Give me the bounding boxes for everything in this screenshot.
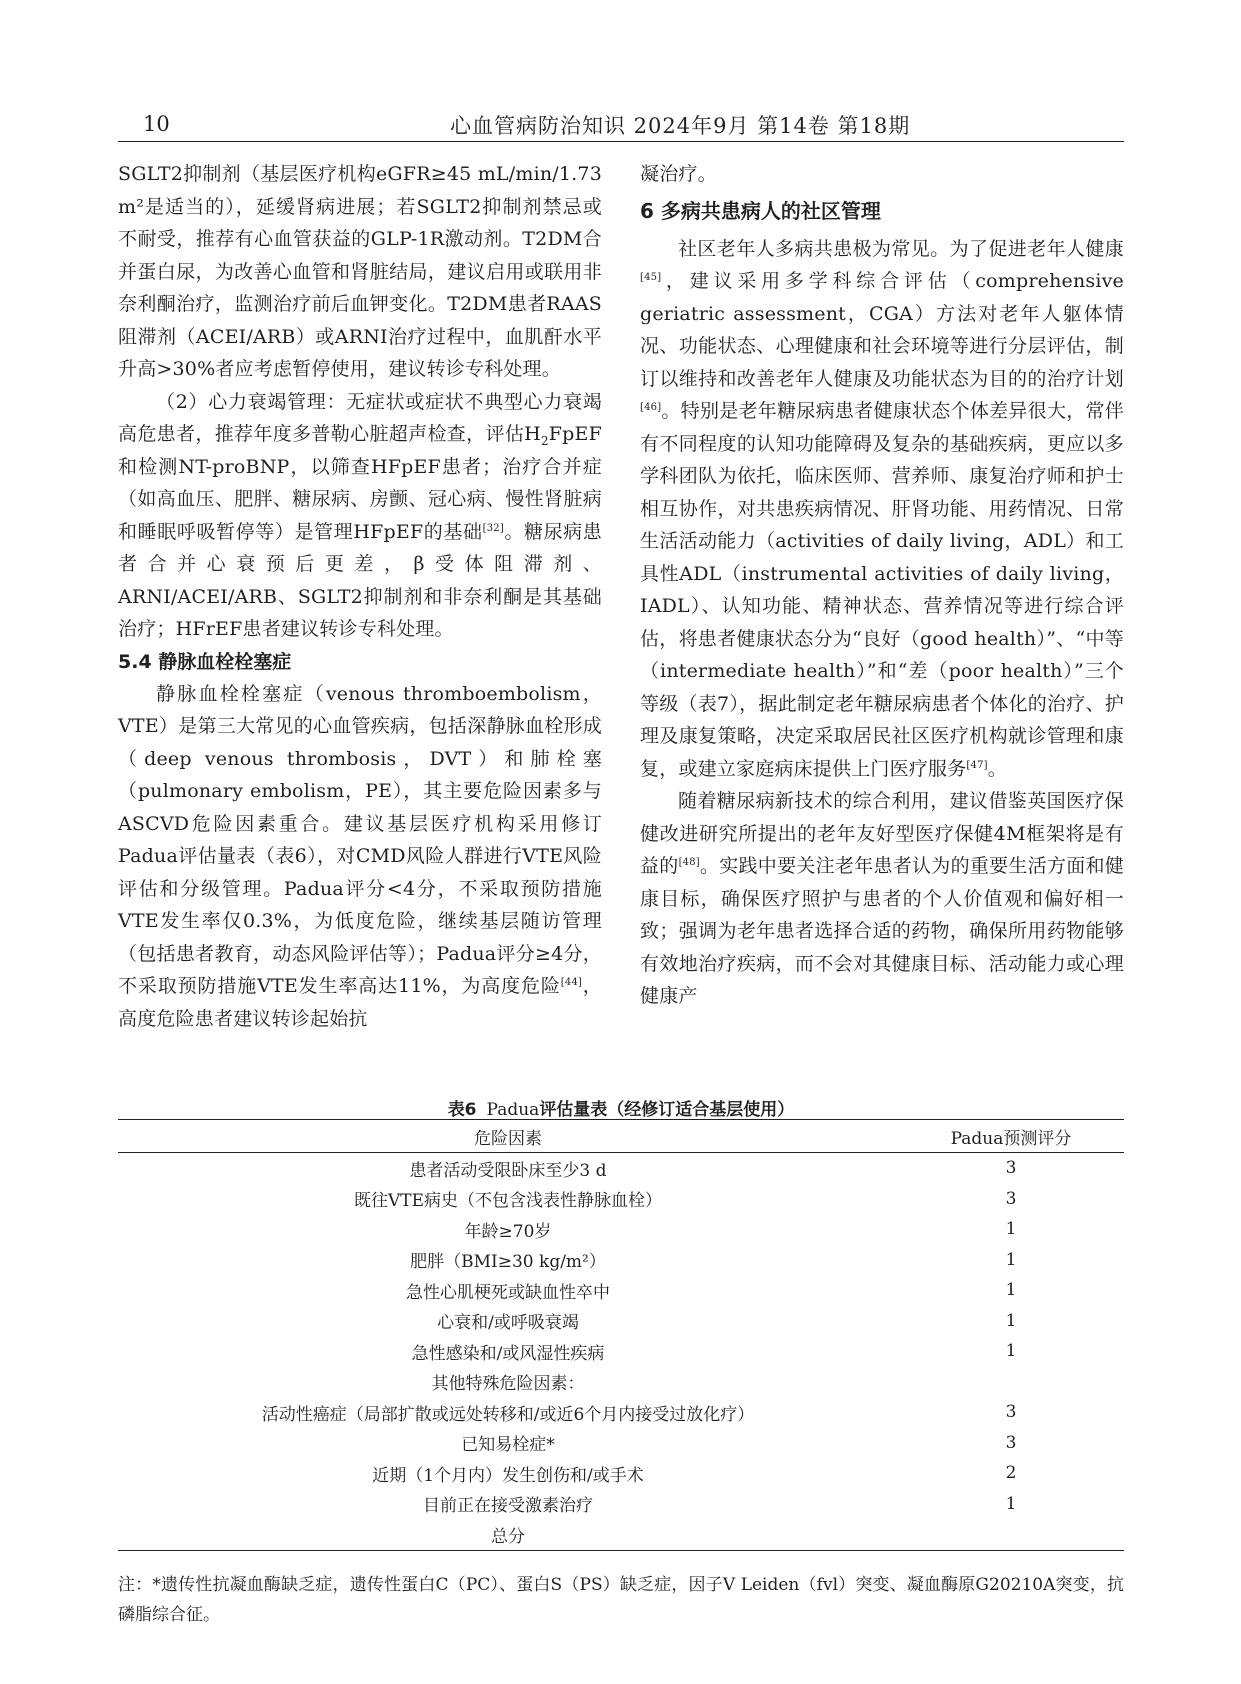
table-row: [118, 1489, 1124, 1520]
table-row: [118, 1275, 1124, 1306]
risk-factor-cell: 总分: [118, 1519, 898, 1550]
section-heading-6: 6 多病共患病人的社区管理: [640, 198, 881, 223]
paragraph-sglt2: SGLT2抑制剂（基层医疗机构eGFR≥45 mL/min/1.73 m²是适当的），延缓肾病进展；若SGLT2抑制剂禁忌或不耐受，推荐有心血管获益的GLP-1R激动剂。T2DM合并蛋白尿，为改善心血管和肾脏结局，建议启用或联用非奈利酮治疗，监测治疗前后血钾变化。T2DM患者RAAS阻滞剂（ACEI/ARB）或ARNI治疗过程中，血肌酐水平升高>30%者应考虑暂停使用，建议转诊专科处理。: [118, 163, 602, 380]
score-cell: 1: [1005, 1219, 1017, 1240]
citation: [45]: [640, 272, 662, 283]
text: 随着糖尿病新技术的综合利用，建议借鉴英国医疗保健改进研究所提出的老年友好型医疗保健4M框架将是有益的: [640, 790, 1124, 877]
table-label: 表6: [447, 1100, 477, 1120]
text: 。: [987, 757, 1007, 780]
paragraph-heart-failure: [118, 386, 602, 646]
column-header-factor: 危险因素: [118, 1120, 898, 1153]
score-cell: 2: [1005, 1463, 1017, 1484]
risk-factor-cell: 活动性癌症（局部扩散或远处转移和/或近6个月内接受过放化疗）: [261, 1404, 755, 1425]
score-cell: 1: [1005, 1341, 1017, 1362]
text: FpEF和检测NT-proBNP，以筛查HFpEF患者；治疗合并症（如高血压、肥胖、糖尿病、房颤、冠心病、慢性肾脏病和睡眠呼吸暂停等）是管理HFpEF的基础: [118, 423, 602, 543]
header-rule: [118, 141, 1124, 142]
risk-factor-cell: 急性心肌梗死或缺血性卒中: [406, 1282, 610, 1303]
table-row: [118, 1153, 1124, 1184]
table-row: [118, 1397, 1124, 1428]
paragraph-4m-framework: [640, 785, 1124, 1013]
text: 社区老年人多病共患极为常见。为了促进老年人健康: [678, 237, 1124, 260]
page-header: [118, 108, 1123, 138]
risk-factor-cell: 急性感染和/或风湿性疾病: [411, 1343, 605, 1364]
journal-info: 心血管病防治知识 2024年9月 第14卷 第18期: [450, 114, 911, 138]
text: 。特别是老年糖尿病患者健康状态个体差异很大，常伴有不同程度的认知功能障碍及复杂的基础疾病，更应以多学科团队为依托，临床医师、营养师、康复治疗师和护士相互协作，对共患疾病情况、肝肾功能、用药情况、日常生活活动能力（activities of daily living，ADL）和工具性ADL（instrumental activities of daily living，IADL）、认知功能、精神状态、营养情况等进行综合评估，将患者健康状态分为“良好（good health）”、“中等（intermediate health）”和“差（poor health）”三个等级（表7），据此制定老年糖尿病患者个体化的治疗、护理及康复策略，决定采取居民社区医疗机构就诊管理和康复，或建立家庭病床提供上门医疗服务: [640, 400, 1124, 780]
risk-factor-cell: 其他特殊危险因素：: [431, 1374, 585, 1395]
section-heading-5-4: 5.4 静脉血栓栓塞症: [118, 650, 292, 673]
table-header-row: [118, 1120, 1124, 1153]
text: 静脉血栓栓塞症（venous thromboembolism，VTE）是第三大常见的心血管疾病，包括深静脉血栓形成（deep venous thrombosis，DVT）和肺栓塞（pulmonary embolism，PE），其主要危险因素多与ASCVD危险因素重合。建议基层医疗机构采用修订Padua评估量表（表6），对CMD风险人群进行VTE风险评估和分级管理。Padua评分<4分，不采取预防措施VTE发生率仅0.3%，为低度危险，继续基层随访管理（包括患者教育，动态风险评估等）；Padua评分≥4分，不采取预防措施VTE发生率高达11%，为高度危险: [118, 682, 602, 997]
citation: [44]: [560, 977, 583, 988]
paragraph-multimorbidity: [640, 233, 1124, 786]
risk-factor-cell: 肥胖（BMI≥30 kg/m²）: [410, 1252, 606, 1273]
citation: [47]: [966, 759, 988, 771]
score-cell: 3: [1005, 1402, 1017, 1423]
text: ，建议采用多学科综合评估（comprehensive geriatric assessment，CGA）方法对老年人躯体情况、功能状态、心理健康和社会环境等进行分层评估，制订以维持和改善老年人健康及功能状态为目的的治疗计划: [640, 270, 1124, 390]
risk-factor-cell: 近期（1个月内）发生创伤和/或手术: [372, 1465, 644, 1486]
score-cell: [898, 1519, 1124, 1550]
risk-factor-cell: 年龄≥70岁: [464, 1221, 552, 1242]
left-column: [118, 158, 602, 1035]
risk-factor-cell: 心衰和/或呼吸衰竭: [437, 1313, 579, 1334]
text: 。糖尿病患者合并心衰预后更差，β受体阻滞剂、ARNI/ACEI/ARB、SGLT2抑制剂和非奈利酮是其基础治疗；HFrEF患者建议转诊专科处理。: [118, 520, 602, 640]
table-row: [118, 1184, 1124, 1215]
text: （2）心力衰竭管理：无症状或症状不典型心力衰竭高危患者，推荐年度多普勒心脏超声检查，评估H: [118, 390, 602, 445]
score-cell: 3: [1005, 1188, 1017, 1209]
risk-factor-cell: 患者活动受限卧床至少3 d: [409, 1160, 607, 1181]
citation: [46]: [640, 402, 662, 413]
table-caption-text: 评估量表（经修订适合基层使用）: [539, 1100, 795, 1120]
citation: [48]: [678, 857, 700, 868]
citation: [32]: [482, 522, 504, 534]
text: ，高度危险患者建议转诊起始抗: [118, 975, 602, 1030]
score-cell: 3: [1005, 1158, 1017, 1179]
risk-factor-cell: 既往VTE病史（不包含浅表性静脉血栓）: [353, 1191, 663, 1212]
column-header-score: Padua预测评分: [898, 1120, 1124, 1153]
subscript: 2: [540, 433, 549, 448]
table-row: [118, 1519, 1124, 1550]
risk-factor-cell: 目前正在接受激素治疗: [423, 1496, 593, 1517]
page-number: 10: [143, 112, 170, 136]
table-row: [118, 1336, 1124, 1367]
table-row: [118, 1245, 1124, 1276]
text: 。实践中要关注老年患者认为的重要生活方面和健康目标，确保医疗照护与患者的个人价值观和偏好相一致；强调为老年患者选择合适的药物，确保所用药物能够有效地治疗疾病，而不会对其健康目标、活动能力或心理健康产: [640, 855, 1124, 1007]
table-row: [118, 1214, 1124, 1245]
table-footnote: 注：*遗传性抗凝血酶缺乏症，遗传性蛋白C（PC）、蛋白S（PS）缺乏症，因子V Leiden（fvl）突变、凝血酶原G20210A突变，抗磷脂综合征。: [118, 1575, 1124, 1625]
score-cell: 3: [1005, 1432, 1017, 1453]
table-row: [118, 1428, 1124, 1459]
score-cell: 1: [1005, 1280, 1017, 1301]
paragraph-continuation: 凝治疗。: [640, 163, 717, 185]
padua-table: [118, 1119, 1124, 1551]
table-row: [118, 1458, 1124, 1489]
score-cell: 1: [1005, 1493, 1017, 1514]
right-column: [640, 158, 1124, 1013]
score-cell: 1: [1005, 1249, 1017, 1270]
table-row: [118, 1306, 1124, 1337]
paragraph-vte: [118, 678, 602, 1036]
risk-factor-cell: 已知易栓症*: [461, 1435, 555, 1456]
score-cell: [898, 1367, 1124, 1398]
table-caption-padua: Padua: [486, 1100, 540, 1120]
table-caption: [118, 1095, 1124, 1120]
score-cell: 1: [1005, 1310, 1017, 1331]
table-row: [118, 1367, 1124, 1398]
